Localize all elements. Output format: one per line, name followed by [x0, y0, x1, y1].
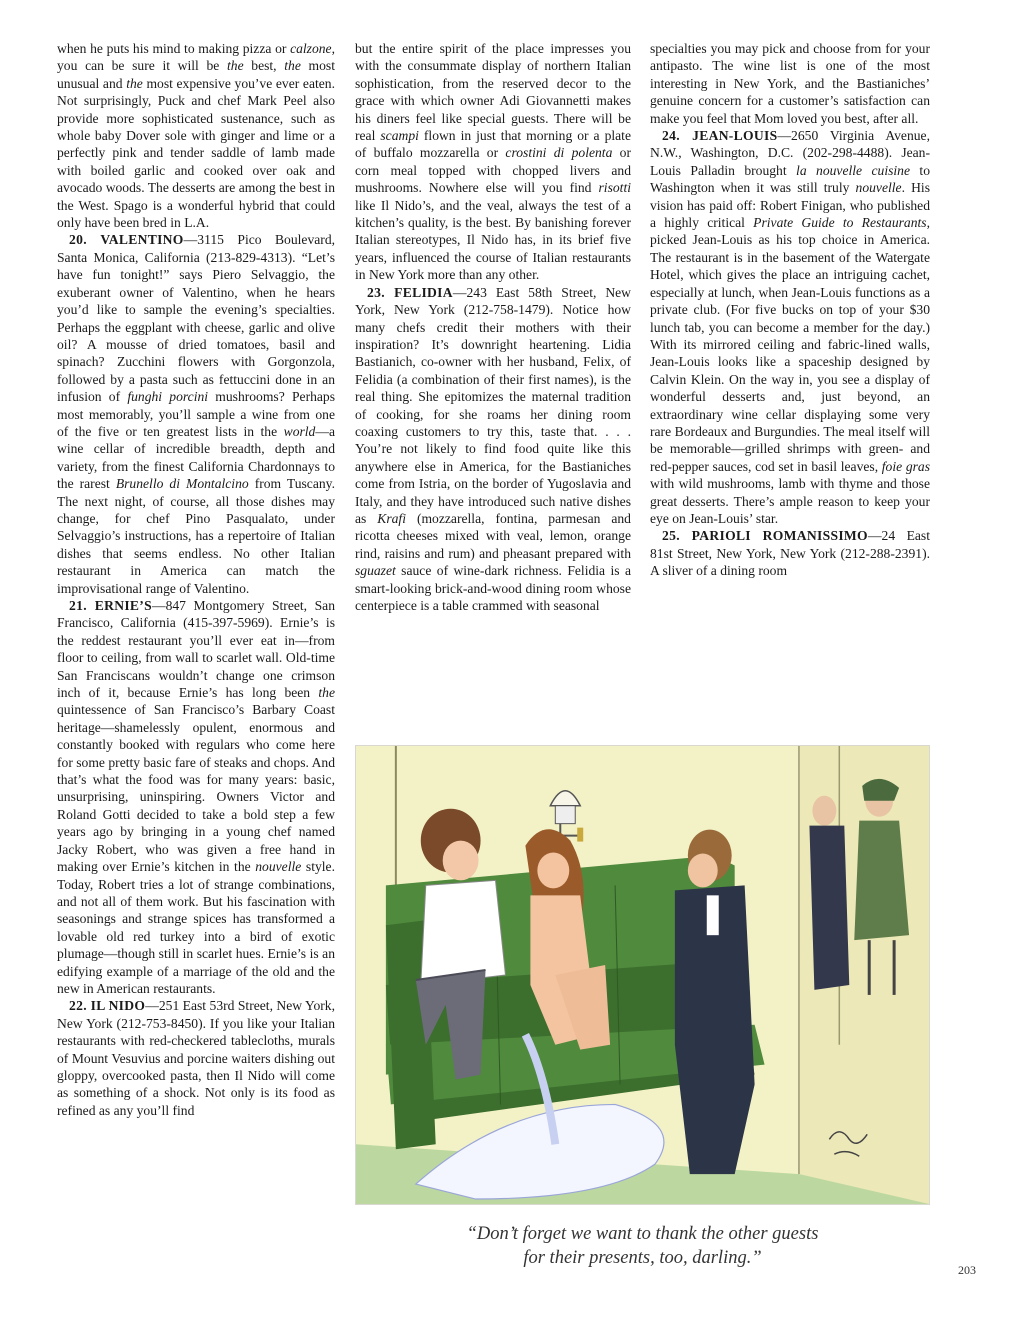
- italic-term: funghi porcini: [127, 389, 209, 405]
- italic-term: la nouvelle cuisine: [796, 162, 910, 178]
- italic-term: calzone: [290, 41, 332, 56]
- italic-term: the: [284, 58, 301, 74]
- entry-heading: 23. FELIDIA: [367, 284, 453, 300]
- paragraph-spago-end: when he puts his mind to making pizza or calzone, you can be sure it will be the best, the most unusual and the most expensive you’ve ever eaten. Not surprisingly, Puck and chef Mark Peel also provide more sophisticated sustenance, such as whole baby Dover sole with ginger and lime or a perfectly pink and tender saddle of lamb made with boiled garlic and cooked over oak and avocado woods. The desserts are among the best in the West. Spago is a wonderful hybrid that could only have been bred in L.A.: [57, 41, 336, 231]
- paragraph-jean-louis: 24. JEAN-LOUIS—2650 Virginia Avenue, N.W., Washington, D.C. (202-298-4488). Jean-Louis Palladin brought la nouvelle cuisine to Washington when it was still truly nouvelle. His vision has paid off: Robert Finigan, who published a highly critical Private Guide to Restaurants, picked Jean-Louis as his top choice in America. The restaurant is in the basement of the Watergate Hotel, which gives the place an intriguing cachet, especially at lunch, when Jean-Louis functions as a private club. (For five bucks on top of your $30 lunch tab, you can become a member for the day.) With its mirrored ceiling and fabric-lined walls, Jean-Louis looks like a spaceship designed by Calvin Klein. On the way in, you see a display of wonderful desserts and, just beyond, an extraordinary wine cellar displaying some very rare Bordeaux and Burgundies. The meal itself will be memorable—grilled shrimps with green- and red-pepper sauces, cod set in basil leaves, foie gras with wild mushrooms, lamb with thyme and those great desserts. There’s ample reason to keep your eye on Jean-Louis’ star.: [650, 128, 930, 526]
- italic-term: nouvelle: [855, 180, 902, 196]
- italic-term: world: [283, 423, 316, 439]
- paragraph-ernies: 21. ERNIE’S—847 Montgomery Street, San Francisco, California (415-397-5969). Ernie’s is the reddest restaurant you’ll ever eat in—from floor to ceiling, from wall to scarlet wall. Old-time San Franciscans wouldn’t change one crimson inch of it, because Ernie’s has long been the quintessence of San Francisco’s Barbary Coast heritage—shamelessly opulent, enormous and constantly booked with regulars who come here for some pretty basic fare of steaks and chops. And that’s what the food was for many years: basic, unsurprising, uninspiring. Owners Victor and Roland Gotti decided to take a bold step a few years ago by bringing in a young chef named Jacky Robert, who was given a free hand in making over Ernie’s kitchen in the nouvelle style. Today, Robert tries a lot of strange combinations, and not all of them work. But his fascination with seasonings and strange spices has transformed a lovable old red turkey into a bird of exotic plumage—though still in scarlet hues. Ernie’s is an edifying example of a marriage of the old and the new in American restaurants.: [57, 598, 335, 996]
- italic-term: risotti: [598, 180, 631, 196]
- italic-term: Brunello di Montalcino: [115, 476, 249, 492]
- entry-heading: 22. IL NIDO: [69, 998, 146, 1014]
- caption-line-1: “Don’t forget we want to thank the other guests: [466, 1224, 819, 1244]
- cartoon-illustration: [355, 745, 930, 1205]
- paragraph-felidia: 23. FELIDIA—243 East 58th Street, New York, New York (212-758-1479). Notice how many chefs credit their mothers with their inspiration? It’s downright heartening. Lidia Bastianich, co-owner with her husband, Felix, of Felidia (a combination of their first names), is the real thing. She epitomizes the maternal tradition of cooking, for she roams her dining room coaxing customers to try this, taste that. . . . You’re not likely to find food quite like this anywhere else in America, for the Bastianiches come from Istria, on the border of Yugoslavia and Italy, and they have introduced such native dishes as Krafi (mozzarella, fontina, parmesan and ricotta cheeses mixed with veal, lemon, orange rind, raisins and rum) and pheasant prepared with sguazet sauce of wine-dark richness. Felidia is a smart-looking brick-and-wood dining room whose centerpiece is a table crammed with seasonal: [355, 284, 631, 613]
- italic-term: nouvelle: [255, 859, 302, 875]
- page-number: 203: [958, 1263, 976, 1277]
- entry-heading: 20. VALENTINO: [69, 232, 184, 248]
- text-column-1: [57, 40, 335, 1119]
- italic-term: Krafi: [377, 510, 406, 526]
- paragraph-il-nido-cont: but the entire spirit of the place impresses you with the consummate display of northern Italian sophistication, from the reserved decor to the grace with which owner Adi Giovannetti makes his diners feel like special guests. There will be real scampi flown in just that morning or a plate of buffalo mozzarella or crostini di polenta or corn meal topped with chopped livers and mushrooms. Nowhere else will you find risotti like Il Nido’s, and the veal, always the test of a kitchen’s quality, is the best. By banishing forever Italian stereotypes, Il Nido has, in its brief five years, influenced the course of Italian restaurants in New York more than any other.: [355, 41, 631, 283]
- paragraph-il-nido: 22. IL NIDO—251 East 53rd Street, New York, New York (212-753-8450). If you like your Italian restaurants with red-checkered tablecloths, murals of Mount Vesuvius and porcine waiters dishing out gloppy, overcooked pasta, then Il Nido will come as something of a shock. Not only is its food as refined as any you’ll find: [57, 998, 335, 1118]
- text-column-3: [650, 40, 930, 580]
- italic-term: scampi: [380, 128, 419, 144]
- entry-heading: 24. JEAN-LOUIS: [662, 128, 778, 144]
- paragraph-valentino: 20. VALENTINO—3115 Pico Boulevard, Santa Monica, California (213-829-4313). “Let’s have fun tonight!” says Piero Selvaggio, the exuberant owner of Valentino, when he hears you’d like to sample the evening’s specialties. Perhaps the eggplant with cheese, garlic and olive oil? A mousse of dried tomatoes, basil and spinach? Zucchini flowers with Gorgonzola, followed by a pasta such as fettuccini done in an infusion of funghi porcini mushrooms? Perhaps most memorably, you’ll sample a wine from one of the five or ten greatest lists in the world—a wine cellar of incredible breadth, depth and variety, from the finest California Chardonnays to the rarest Brunello di Montalcino from Tuscany. The next night, of course, all those dishes may change, for chef Pino Pasqualato, under Selvaggio’s instructions, has a repertoire of Italian dishes that seems endless. No other Italian restaurant in America can match the improvisational range of Valentino.: [57, 232, 336, 596]
- paragraph-felidia-cont: specialties you may pick and choose from for your antipasto. The wine list is one of the most interesting in New York, and the Bastianiches’ genuine concern for a customer’s satisfaction can make you feel that Mom loved you best, after all.: [650, 41, 930, 126]
- entry-heading: 21. ERNIE’S: [69, 598, 152, 613]
- italic-term: sguazet: [355, 563, 396, 579]
- caption-line-2: for their presents, too, darling.”: [523, 1248, 762, 1268]
- italic-term: crostini di polenta: [505, 145, 613, 161]
- italic-term: Private Guide to Restaurants: [753, 215, 927, 231]
- italic-term: foie gras: [881, 458, 930, 474]
- text-column-2: [355, 40, 631, 614]
- entry-heading: 25. PARIOLI ROMANISSIMO: [662, 528, 868, 544]
- italic-term: the: [227, 58, 244, 74]
- italic-term: the: [318, 685, 335, 701]
- italic-term: the: [126, 75, 143, 91]
- cartoon-caption: [355, 1222, 930, 1270]
- paragraph-parioli: 25. PARIOLI ROMANISSIMO—24 East 81st Street, New York, New York (212-288-2391). A sliver of a dining room: [650, 528, 930, 579]
